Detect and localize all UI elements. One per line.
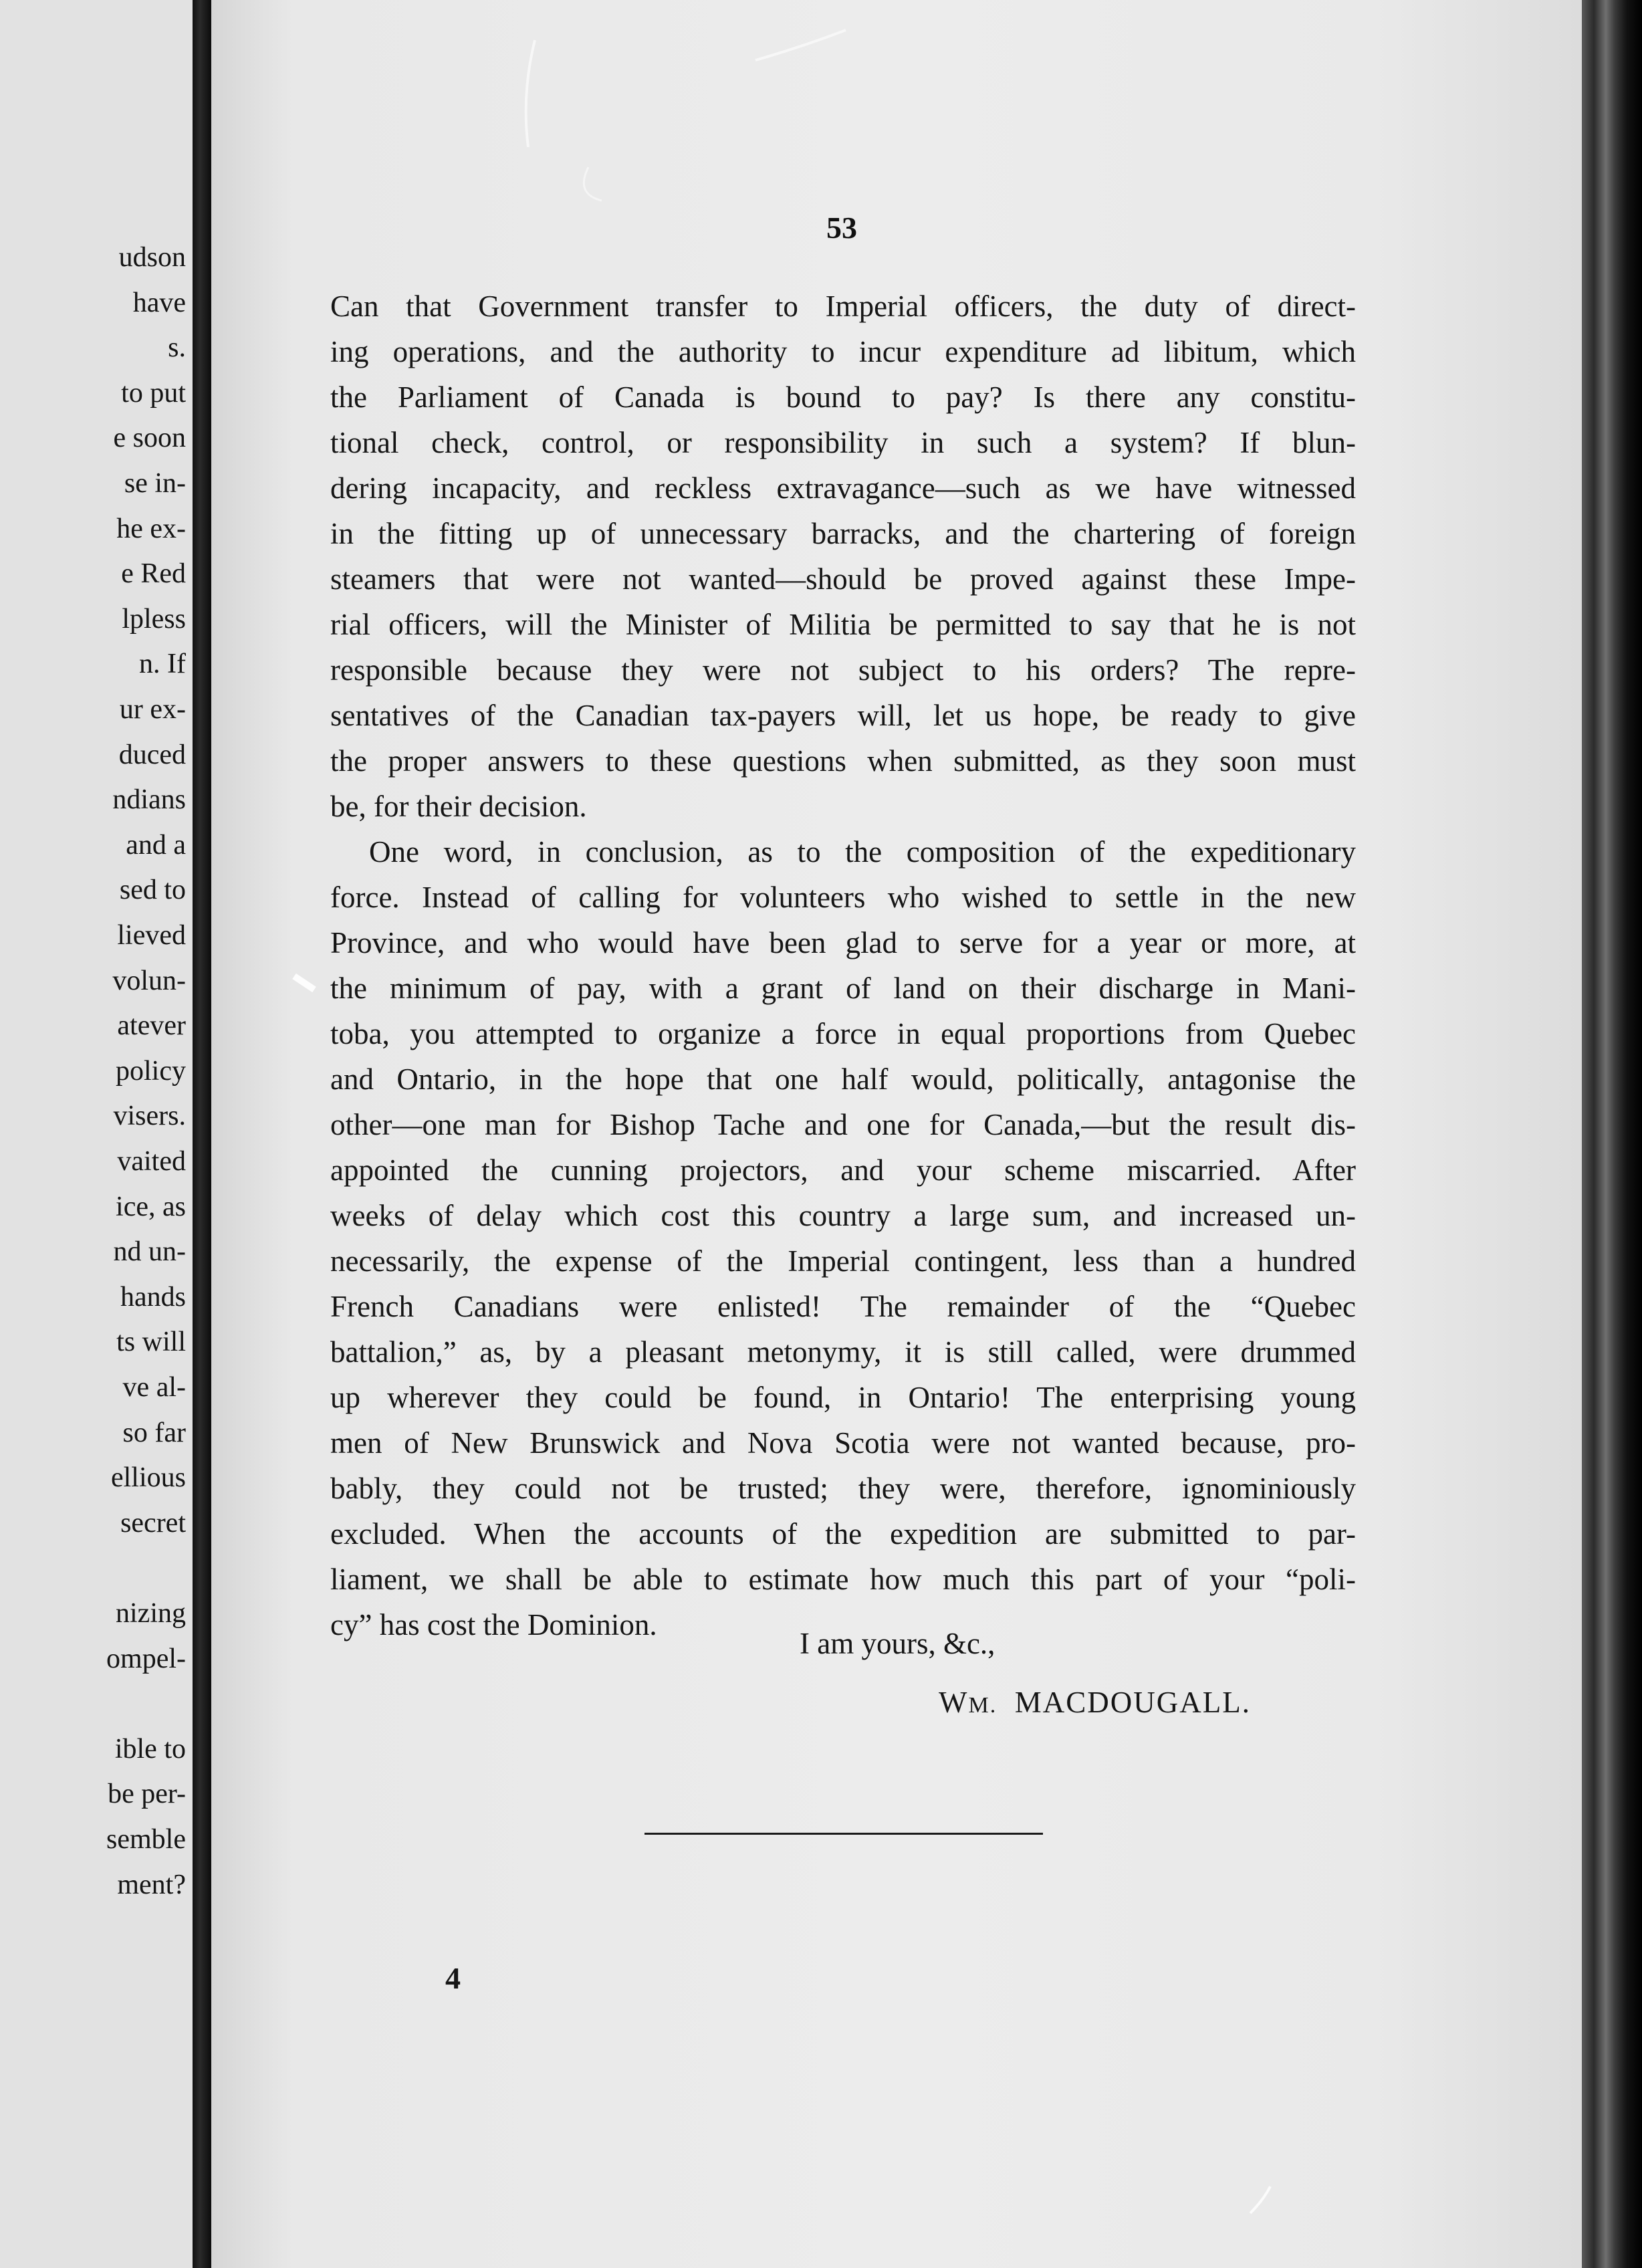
paragraph [330, 284, 1356, 829]
text-line: liament, we shall be able to estimate how much this part of your “poli- [330, 1563, 1356, 1596]
text-line: up wherever they could be found, in Ontario! The enterprising young [330, 1381, 1356, 1414]
signature-mark: 4 [445, 1961, 461, 1995]
left-page-fragment: ve al- [122, 1372, 186, 1403]
text-line: toba, you attempted to organize a force in equal proportions from Quebec [330, 1017, 1356, 1050]
closing-rule [644, 1833, 1043, 1835]
left-page-fragment: duced [118, 739, 186, 770]
text-line: appointed the cunning projectors, and your scheme miscarried. After [330, 1153, 1356, 1187]
left-page-fragment: ts will [116, 1327, 186, 1358]
text-line: French Canadians were enlisted! The remainder of the “Quebec [330, 1290, 1356, 1323]
left-page-fragment: se in- [124, 468, 186, 499]
text-line: rial officers, will the Minister of Militia be permitted to say that he is not [330, 608, 1356, 641]
text-line: ing operations, and the authority to incur expenditure ad libitum, which [330, 335, 1356, 368]
left-page-fragment: semble [106, 1824, 186, 1855]
left-page-fragment: visers. [113, 1101, 186, 1132]
paragraph [330, 829, 1356, 1648]
left-page-fragment: to put [121, 377, 186, 409]
left-page-fragment: be per- [108, 1779, 186, 1810]
text-line: One word, in conclusion, as to the composition of the expeditionary [369, 835, 1356, 869]
text-line: responsible because they were not subject to his orders? The repre- [330, 653, 1356, 687]
left-page-fragment: ellious [111, 1462, 186, 1494]
text-line: the Parliament of Canada is bound to pay? Is there any constitu- [330, 380, 1356, 414]
left-page-fragment: ment? [117, 1869, 186, 1900]
text-line: bably, they could not be trusted; they were, therefore, ignominiously [330, 1472, 1356, 1505]
text-line: excluded. When the accounts of the expedition are submitted to par- [330, 1517, 1356, 1551]
text-line: weeks of delay which cost this country a large sum, and increased un- [330, 1199, 1356, 1232]
left-page-fragment: udson [118, 242, 186, 273]
left-page-fragment: nizing [116, 1598, 186, 1629]
left-page-fragment: vaited [117, 1146, 186, 1177]
text-line: dering incapacity, and reckless extravagance—such as we have witnessed [330, 471, 1356, 505]
signature-name: MACDOUGALL. [1014, 1686, 1251, 1719]
page-number: 53 [826, 211, 857, 245]
signature-prefix: W [939, 1686, 969, 1719]
left-page-fragment: ndians [112, 784, 186, 816]
text-line: men of New Brunswick and Nova Scotia were not wanted because, pro- [330, 1426, 1356, 1460]
text-line: the minimum of pay, with a grant of land on their discharge in Mani- [330, 972, 1356, 1005]
left-page-fragment: s. [168, 332, 186, 364]
text-line: Can that Government transfer to Imperial officers, the duty of direct- [330, 290, 1356, 323]
left-page-fragment: policy [116, 1055, 186, 1087]
text-line: steamers that were not wanted—should be proved against these Impe- [330, 562, 1356, 596]
left-page-fragment: secret [120, 1507, 186, 1539]
left-page-fragment: and a [126, 829, 186, 861]
text-line: force. Instead of calling for volunteers who wished to settle in the new [330, 881, 1356, 914]
left-page-fragment: atever [117, 1010, 186, 1042]
left-page-fragment: volun- [112, 965, 186, 996]
signature-prefix-small: M. [968, 1693, 998, 1718]
text-line: in the fitting up of unnecessary barracks, and the chartering of foreign [330, 517, 1356, 550]
left-page-fragment: ice, as [116, 1191, 186, 1222]
left-page-fragment: e Red [121, 558, 186, 590]
signature [939, 1685, 1251, 1720]
text-line: tional check, control, or responsibility in such a system? If blun- [330, 426, 1356, 459]
left-page-fragment: he ex- [116, 513, 186, 544]
text-line: and Ontario, in the hope that one half would, politically, antagonise the [330, 1062, 1356, 1096]
text-line: cy” has cost the Dominion. [330, 1608, 657, 1641]
text-line: Province, and who would have been glad to serve for a year or more, at [330, 926, 1356, 959]
body-text [330, 284, 1356, 1648]
signoff: I am yours, &c., [800, 1627, 995, 1660]
left-page-fragment: n. If [139, 649, 186, 680]
text-line: other—one man for Bishop Tache and one for Canada,—but the result dis- [330, 1108, 1356, 1141]
left-page-fragment: have [132, 287, 186, 318]
left-page-fragment: nd un- [113, 1236, 186, 1268]
left-page-fragment: sed to [119, 875, 186, 906]
left-page-fragment: lieved [117, 920, 186, 951]
text-line: the proper answers to these questions when submitted, as they soon must [330, 744, 1356, 778]
text-line: battalion,” as, by a pleasant metonymy, it is still called, were drummed [330, 1335, 1356, 1369]
left-page-fragment: ompel- [106, 1643, 186, 1674]
text-line: necessarily, the expense of the Imperial contingent, less than a hundred [330, 1244, 1356, 1278]
text-line: sentatives of the Canadian tax-payers will, let us hope, be ready to give [330, 699, 1356, 732]
left-page-fragment: ible to [114, 1733, 186, 1765]
left-page-fragment: e soon [113, 423, 186, 454]
left-page-fragment: so far [122, 1417, 186, 1448]
left-page-fragment: lpless [122, 603, 186, 635]
left-page-fragment: ur ex- [119, 694, 186, 725]
left-page-fragment: hands [120, 1281, 186, 1313]
text-line: be, for their decision. [330, 790, 587, 823]
